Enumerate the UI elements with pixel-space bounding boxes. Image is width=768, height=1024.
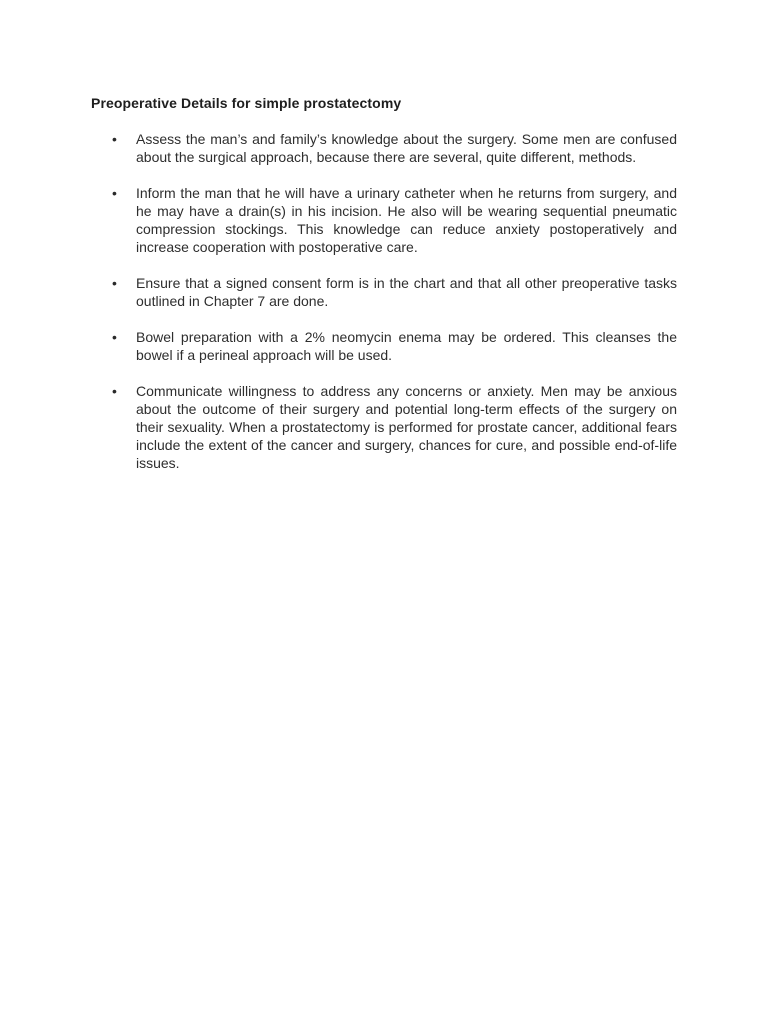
list-item-text: Ensure that a signed consent form is in the chart and that all other preoperative tasks outlined in Chapter 7 are done. bbox=[136, 275, 677, 309]
list-item bbox=[0, 274, 768, 310]
list-item bbox=[0, 130, 768, 166]
bullet-icon: • bbox=[112, 275, 117, 291]
bullet-icon: • bbox=[112, 329, 117, 345]
list-item bbox=[0, 382, 768, 472]
bullet-icon: • bbox=[112, 131, 117, 147]
list-item-text: Communicate willingness to address any concerns or anxiety. Men may be anxious about the outcome of their surgery and potential long-term effects of the surgery on their sexuality. When a prostatectomy is performed for prostate cancer, additional fears include the extent of the cancer and surgery, chances for cure, and possible end-of-life issues. bbox=[136, 383, 677, 471]
list-item-text: Assess the man’s and family’s knowledge about the surgery. Some men are confused about the surgical approach, because there are several, quite different, methods. bbox=[136, 131, 677, 165]
list-item-text: Inform the man that he will have a urinary catheter when he returns from surgery, and he may have a drain(s) in his incision. He also will be wearing sequential pneumatic compression stockings. This knowledge can reduce anxiety postoperatively and increase cooperation with postoperative care. bbox=[136, 185, 677, 255]
list-item bbox=[0, 328, 768, 364]
list-item bbox=[0, 184, 768, 256]
bullet-icon: • bbox=[112, 185, 117, 201]
list-item-text: Bowel preparation with a 2% neomycin enema may be ordered. This cleanses the bowel if a perineal approach will be used. bbox=[136, 329, 677, 363]
document-title: Preoperative Details for simple prostatectomy bbox=[91, 95, 402, 111]
bullet-list bbox=[0, 130, 768, 490]
bullet-icon: • bbox=[112, 383, 117, 399]
